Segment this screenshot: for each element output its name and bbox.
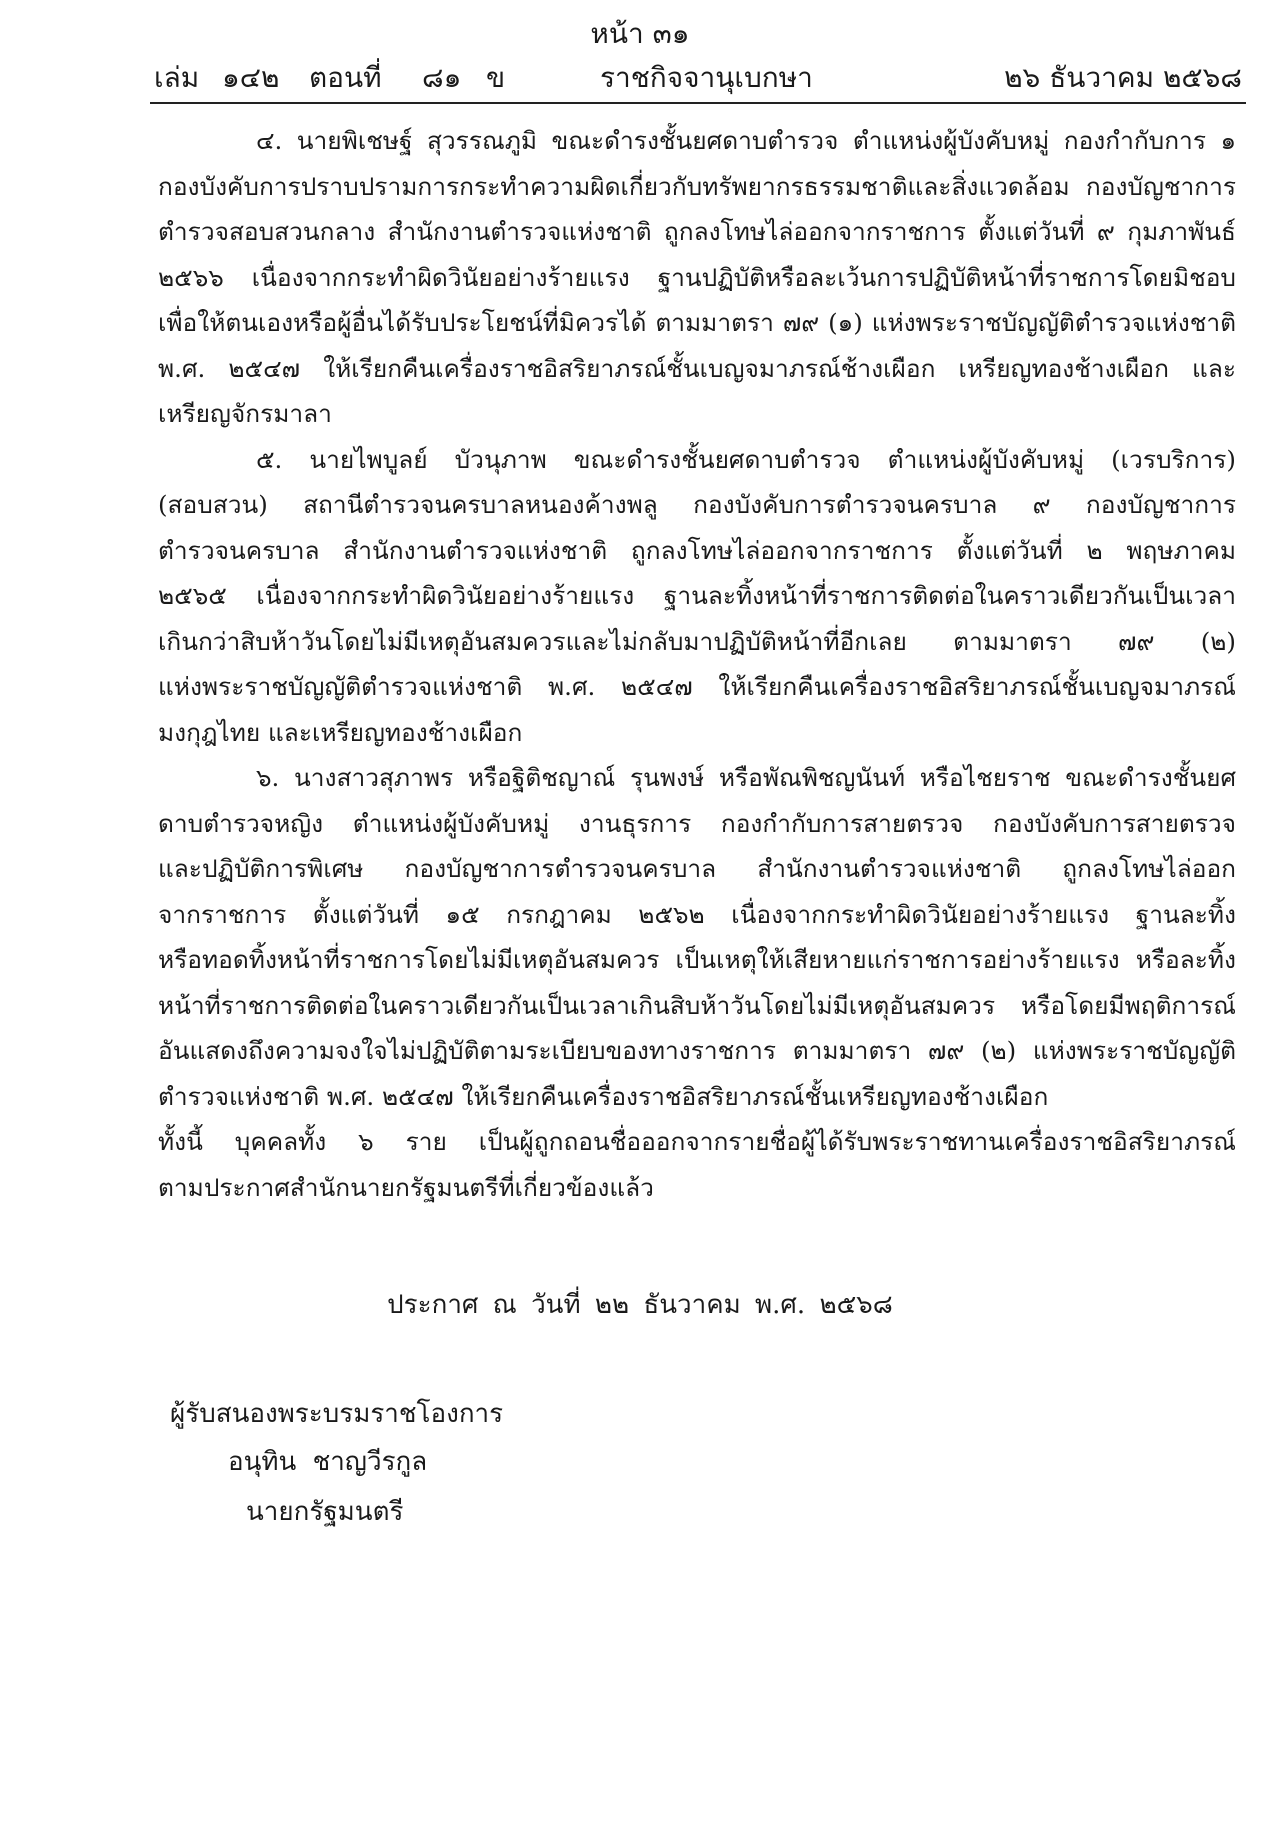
signatory-title: ผู้รับสนองพระบรมราชโองการ [170,1399,504,1429]
page-number: หน้า ๓๑ [590,17,690,50]
volume-number: ๑๔๒ [222,61,280,94]
section-letter: ข [486,61,506,94]
body-line: เพื่อให้ตนเองหรือผู้อื่นได้รับประโยชน์ที่มิควรได้ ตามมาตรา ๗๙ (๑) แห่งพระราชบัญญัติตำรวจแห่งชาติ [158,308,1236,337]
body-line: เหรียญจักรมาลา [158,399,332,428]
part-number: ๘๑ [422,61,462,94]
body-line: ตำรวจสอบสวนกลาง สำนักงานตำรวจแห่งชาติ ถูกลงโทษไล่ออกจากราชการ ตั้งแต่วันที่ ๙ กุมภาพันธ์ [158,217,1236,246]
body-line: เกินกว่าสิบห้าวันโดยไม่มีเหตุอันสมควรและไม่กลับมาปฏิบัติหน้าที่อีกเลย ตามมาตรา ๗๙ (๒) [158,626,1236,656]
body-line: พ.ศ. ๒๕๔๗ ให้เรียกคืนเครื่องราชอิสริยาภรณ์ชั้นเบญจมาภรณ์ช้างเผือก เหรียญทองช้างเผือก และ [158,353,1236,383]
body-line: ๖. นางสาวสุภาพร หรือฐิติชญาณ์ รุนพงษ์ หรือพัณพิชญนันท์ หรือไชยราช ขณะดำรงชั้นยศ [256,763,1236,792]
signatory-name: อนุทิน ชาญวีรกูล [228,1447,428,1477]
body-line: ๒๕๖๖ เนื่องจากกระทำผิดวินัยอย่างร้ายแรง ฐานปฏิบัติหรือละเว้นการปฏิบัติหน้าที่ราชการโดยมิชอบ [158,262,1236,292]
header-divider [150,102,1246,104]
issue-date: ๒๖ ธันวาคม ๒๕๖๘ [1004,61,1242,94]
proclamation-date: ประกาศ ณ วันที่ ๒๒ ธันวาคม พ.ศ. ๒๕๖๘ [387,1290,893,1320]
body-line: ตามประกาศสำนักนายกรัฐมนตรีที่เกี่ยวข้องแล้ว [158,1172,654,1202]
body-line: กองบังคับการปราบปรามการกระทำความผิดเกี่ยวกับทรัพยากรธรรมชาติและสิ่งแวดล้อม กองบัญชาการ [158,171,1236,201]
body-line: (สอบสวน) สถานีตำรวจนครบาลหนองค้างพลู กองบังคับการตำรวจนครบาล ๙ กองบัญชาการ [158,490,1236,519]
body-line: ตำรวจนครบาล สำนักงานตำรวจแห่งชาติ ถูกลงโทษไล่ออกจากราชการ ตั้งแต่วันที่ ๒ พฤษภาคม [158,535,1236,565]
body-line: อันแสดงถึงความจงใจไม่ปฏิบัติตามระเบียบของทางราชการ ตามมาตรา ๗๙ (๒) แห่งพระราชบัญญัติ [158,1036,1236,1065]
body-line: จากราชการ ตั้งแต่วันที่ ๑๕ กรกฎาคม ๒๕๖๒ เนื่องจากกระทำผิดวินัยอย่างร้ายแรง ฐานละทิ้ง [158,899,1236,929]
body-line: หรือทอดทิ้งหน้าที่ราชการโดยไม่มีเหตุอันสมควร เป็นเหตุให้เสียหายแก่ราชการอย่างร้ายแรง หรือละทิ้ง [158,945,1236,974]
body-line: ๕. นายไพบูลย์ บัวนุภาพ ขณะดำรงชั้นยศดาบตำรวจ ตำแหน่งผู้บังคับหมู่ (เวรบริการ) [256,444,1236,474]
signatory-position: นายกรัฐมนตรี [246,1497,404,1527]
body-line: มงกุฎไทย และเหรียญทองช้างเผือก [158,717,523,747]
body-line: ตำรวจแห่งชาติ พ.ศ. ๒๕๔๗ ให้เรียกคืนเครื่องราชอิสริยาภรณ์ชั้นเหรียญทองช้างเผือก [158,1081,1049,1111]
body-line: ๔. นายพิเชษฐ์ สุวรรณภูมิ ขณะดำรงชั้นยศดาบตำรวจ ตำแหน่งผู้บังคับหมู่ กองกำกับการ ๑ [256,126,1236,155]
body-line: ทั้งนี้ บุคคลทั้ง ๖ ราย เป็นผู้ถูกถอนชื่อออกจากรายชื่อผู้ได้รับพระราชทานเครื่องราชอิสริยาภรณ์ [158,1127,1236,1156]
body-line: ๒๕๖๕ เนื่องจากกระทำผิดวินัยอย่างร้ายแรง ฐานละทิ้งหน้าที่ราชการติดต่อในคราวเดียวกันเป็นเวลา [158,581,1236,610]
gazette-header [154,58,1242,98]
document-body [158,118,1236,1210]
body-line: และปฏิบัติการพิเศษ กองบัญชาการตำรวจนครบาล สำนักงานตำรวจแห่งชาติ ถูกลงโทษไล่ออก [158,854,1236,883]
body-line: แห่งพระราชบัญญัติตำรวจแห่งชาติ พ.ศ. ๒๕๔๗ ให้เรียกคืนเครื่องราชอิสริยาภรณ์ชั้นเบญจมาภรณ์ [158,672,1236,701]
body-line: ดาบตำรวจหญิง ตำแหน่งผู้บังคับหมู่ งานธุรการ กองกำกับการสายตรวจ กองบังคับการสายตรวจ [158,808,1236,838]
volume-label: เล่ม [154,61,200,94]
part-label: ตอนที่ [309,61,382,94]
gazette-title: ราชกิจจานุเบกษา [600,61,813,94]
body-line: หน้าที่ราชการติดต่อในคราวเดียวกันเป็นเวลาเกินสิบห้าวันโดยไม่มีเหตุอันสมควร หรือโดยมีพฤติการณ์ [158,990,1236,1020]
